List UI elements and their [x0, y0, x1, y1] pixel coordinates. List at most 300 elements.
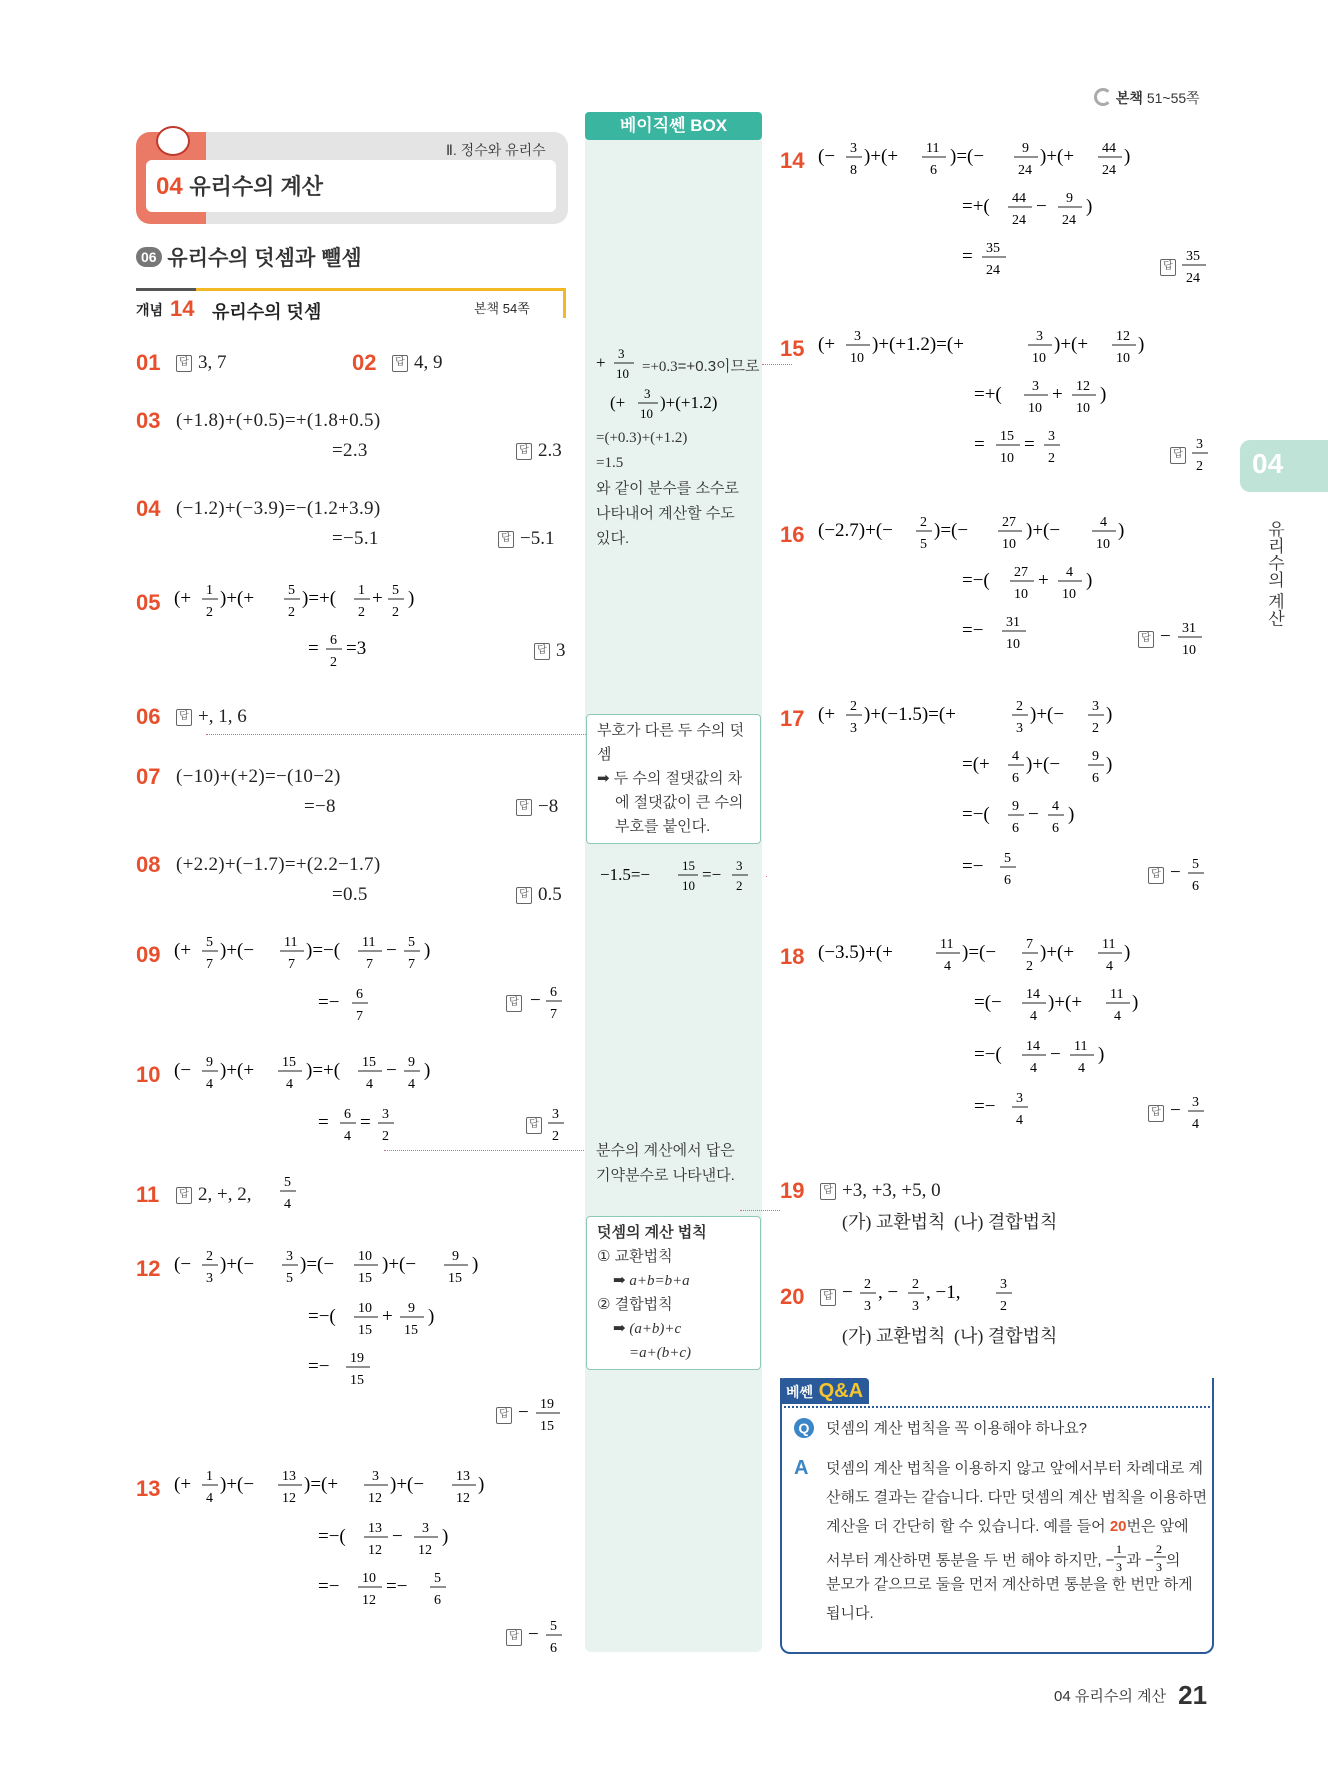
- answer-18: 답: [1148, 1102, 1170, 1124]
- problem-13-equation: [172, 1462, 502, 1632]
- svg-text:2: 2: [552, 1129, 559, 1144]
- svg-text:3: 3: [1048, 429, 1055, 444]
- svg-text:11: 11: [1102, 937, 1116, 952]
- svg-text:9: 9: [408, 1301, 415, 1316]
- problem-05: 05: [136, 590, 161, 615]
- svg-text:15: 15: [350, 1373, 364, 1388]
- ref-icon: [1094, 88, 1112, 106]
- svg-text:): ): [1124, 942, 1131, 963]
- svg-text:=3: =3: [346, 638, 367, 659]
- svg-text:4: 4: [206, 1077, 213, 1092]
- svg-text:3: 3: [552, 1107, 559, 1122]
- svg-text:)+(−: )+(−: [220, 940, 255, 961]
- answer-17: 답: [1148, 864, 1170, 886]
- note-1-line1: =+0.3=+0.3이므로: [642, 358, 760, 375]
- svg-text:44: 44: [1102, 141, 1116, 156]
- svg-text:3: 3: [912, 1299, 919, 1314]
- answer-19: 답 +3, +3, +5, 0: [820, 1180, 941, 1202]
- svg-text:−: −: [1036, 196, 1047, 217]
- svg-text:5: 5: [392, 583, 399, 598]
- svg-text:31: 31: [1006, 615, 1020, 630]
- mascot-icon: [156, 126, 190, 156]
- svg-text:)+(−: )+(−: [1026, 754, 1061, 775]
- problem-09: 09: [136, 942, 161, 967]
- svg-text:6: 6: [1004, 873, 1011, 888]
- problem-04: 04: [136, 496, 161, 521]
- svg-text:12: 12: [362, 1593, 376, 1608]
- svg-text:6: 6: [550, 985, 557, 1000]
- svg-text:=−: =−: [962, 856, 984, 877]
- svg-text:2: 2: [206, 605, 213, 620]
- answer-19-law-b: (나) 결합법칙: [954, 1212, 1058, 1232]
- svg-text:10: 10: [1096, 537, 1110, 552]
- svg-text:): ): [1106, 754, 1113, 775]
- svg-text:4: 4: [1192, 1117, 1199, 1132]
- svg-text:7: 7: [356, 1009, 363, 1024]
- svg-text:10: 10: [682, 878, 695, 893]
- svg-text:4: 4: [1012, 749, 1019, 764]
- svg-text:): ): [1086, 196, 1093, 217]
- svg-text:): ): [1068, 804, 1075, 825]
- answer-05: 답 3: [534, 640, 566, 662]
- svg-text:10: 10: [640, 406, 653, 421]
- svg-text:=+(: =+(: [962, 196, 990, 217]
- svg-text:=−: =−: [702, 865, 722, 884]
- svg-text:)=(−: )=(−: [300, 1254, 335, 1275]
- svg-text:3: 3: [1000, 1277, 1007, 1292]
- svg-text:7: 7: [1026, 937, 1033, 952]
- svg-text:−: −: [1050, 1044, 1061, 1065]
- problem-20: 20: [780, 1284, 805, 1309]
- problem-16: 16: [780, 522, 805, 547]
- note-2-box: 부호가 다른 두 수의 덧셈 ➡ 두 수의 절댓값의 차 에 절댓값이 큰 수의 부호를 붙인다.: [586, 714, 761, 844]
- answer-20-law-b: (나) 결합법칙: [954, 1326, 1058, 1346]
- problem-17: 17: [780, 706, 805, 731]
- answer-16-value: [1160, 616, 1210, 666]
- problem-12: 12: [136, 1256, 161, 1281]
- svg-text:=−(: =−(: [974, 1044, 1002, 1065]
- svg-text:9: 9: [206, 1055, 213, 1070]
- svg-text:3: 3: [850, 721, 857, 736]
- answer-07: 답 −8: [516, 796, 558, 818]
- problem-09-equation: [172, 928, 462, 1038]
- problem-13: 13: [136, 1476, 161, 1501]
- problem-06: 06: [136, 704, 161, 729]
- svg-text:(+: (+: [610, 393, 626, 412]
- svg-text:)+(+: )+(+: [220, 1060, 255, 1081]
- svg-text:−: −: [842, 1282, 853, 1303]
- svg-text:−: −: [1170, 862, 1181, 883]
- answer-19-law-a: (가) 교환법칙: [842, 1212, 946, 1232]
- svg-text:6: 6: [1012, 821, 1019, 836]
- answer-08: 답 0.5: [516, 884, 562, 906]
- note-4-line2: 기약분수로 나타낸다.: [596, 1167, 735, 1184]
- svg-text:)=+(: )=+(: [306, 1060, 341, 1081]
- svg-text:27: 27: [1014, 565, 1028, 580]
- svg-text:14: 14: [1026, 1039, 1040, 1054]
- svg-text:4: 4: [286, 1077, 293, 1092]
- svg-text:6: 6: [1052, 821, 1059, 836]
- page-reference: [1094, 88, 1200, 108]
- svg-text:−: −: [1028, 804, 1039, 825]
- svg-text:10: 10: [616, 366, 629, 381]
- svg-text:): ): [478, 1474, 485, 1495]
- svg-text:−: −: [1160, 626, 1171, 647]
- svg-text:=−: =−: [962, 620, 984, 641]
- svg-text:3: 3: [1016, 1091, 1023, 1106]
- svg-text:=−(: =−(: [962, 804, 990, 825]
- svg-text:7: 7: [366, 957, 373, 972]
- svg-text:2: 2: [1026, 959, 1033, 974]
- svg-text:3: 3: [644, 386, 651, 401]
- svg-text:): ): [408, 588, 415, 609]
- svg-text:5: 5: [286, 1271, 293, 1286]
- svg-text:15: 15: [540, 1419, 554, 1434]
- answer-15: 답: [1170, 444, 1192, 466]
- svg-text:12: 12: [1076, 379, 1090, 394]
- answer-09-value: [530, 980, 570, 1030]
- note-3: [600, 858, 760, 898]
- svg-text:=: =: [1024, 434, 1035, 455]
- problem-19: 19: [780, 1178, 805, 1203]
- svg-text:−: −: [386, 940, 397, 961]
- svg-text:9: 9: [1092, 749, 1099, 764]
- svg-text:4: 4: [1114, 1009, 1121, 1024]
- concept-header: 개념 14 유리수의 덧셈 본책 54쪽: [136, 288, 566, 322]
- svg-text:): ): [1138, 334, 1145, 355]
- svg-text:)+(+: )+(+: [1054, 334, 1089, 355]
- note-5-box: 덧셈의 계산 법칙 ① 교환법칙 ➡ a+b=b+a ② 결합법칙 ➡ (a+b)+c =a+(b+c): [586, 1216, 761, 1370]
- answer-13-value: [528, 1614, 568, 1664]
- svg-text:=(+: =(+: [962, 754, 990, 775]
- svg-text:=−: =−: [974, 1096, 996, 1117]
- svg-text:−: −: [392, 1526, 403, 1547]
- svg-text:10: 10: [1116, 351, 1130, 366]
- svg-text:)+(+: )+(+: [1048, 992, 1083, 1013]
- svg-text:)=(−: )=(−: [950, 146, 985, 167]
- svg-text:5: 5: [206, 935, 213, 950]
- svg-text:3: 3: [286, 1249, 293, 1264]
- svg-text:5: 5: [434, 1571, 441, 1586]
- svg-text:−: −: [518, 1402, 529, 1423]
- svg-text:(+: (+: [174, 1474, 192, 1495]
- svg-text:=−: =−: [318, 1576, 340, 1597]
- svg-text:=−: =−: [318, 992, 340, 1013]
- problem-08: 08: [136, 852, 161, 877]
- svg-text:3: 3: [1196, 437, 1203, 452]
- link-line-19: [740, 1210, 780, 1211]
- svg-text:24: 24: [1062, 213, 1076, 228]
- svg-text:)=(+: )=(+: [304, 1474, 339, 1495]
- svg-text:6: 6: [1092, 771, 1099, 786]
- svg-text:3: 3: [850, 141, 857, 156]
- svg-text:4: 4: [1030, 1009, 1037, 1024]
- problem-08-line2: =0.5: [332, 884, 368, 905]
- svg-text:2: 2: [1155, 1542, 1162, 1556]
- svg-text:2: 2: [920, 515, 927, 530]
- svg-text:3: 3: [206, 1271, 213, 1286]
- answer-14-value: [1182, 244, 1212, 294]
- svg-text:15: 15: [362, 1055, 376, 1070]
- svg-text:(+: (+: [818, 704, 836, 725]
- section-title: 06 유리수의 덧셈과 뺄셈: [136, 242, 362, 272]
- svg-text:): ): [428, 1306, 435, 1327]
- svg-text:1: 1: [206, 583, 213, 598]
- svg-text:3: 3: [1092, 699, 1099, 714]
- svg-text:−: −: [386, 1060, 397, 1081]
- svg-text:6: 6: [330, 633, 337, 648]
- svg-text:)+(−1.5)=(+: )+(−1.5)=(+: [864, 704, 956, 725]
- problem-17-equation: [816, 692, 1146, 902]
- problem-16-equation: [816, 508, 1156, 668]
- svg-text:(−: (−: [174, 1060, 192, 1081]
- problem-01: 01: [136, 350, 161, 375]
- side-tab-text: 유리수의 계산: [1265, 520, 1284, 627]
- svg-text:)+(−: )+(−: [220, 1474, 255, 1495]
- note-1-line4: =1.5: [596, 455, 624, 471]
- svg-text:15: 15: [282, 1055, 296, 1070]
- svg-text:=(−: =(−: [974, 992, 1002, 1013]
- svg-text:3: 3: [736, 858, 743, 873]
- svg-text:9: 9: [1066, 191, 1073, 206]
- svg-text:12: 12: [282, 1491, 296, 1506]
- problem-03: 03: [136, 408, 161, 433]
- svg-text:)=+(: )=+(: [302, 588, 337, 609]
- svg-text:(+: (+: [174, 940, 192, 961]
- svg-text:(+: (+: [174, 588, 192, 609]
- svg-text:): ): [1098, 1044, 1105, 1065]
- link-line-06: [206, 734, 586, 735]
- svg-text:(−: (−: [174, 1254, 192, 1275]
- svg-text:11: 11: [362, 935, 376, 950]
- svg-text:−: −: [1170, 1100, 1181, 1121]
- link-line-10: [384, 1150, 584, 1151]
- problem-10: 10: [136, 1062, 161, 1087]
- note-1-line3: =(+0.3)+(+1.2): [596, 430, 688, 446]
- chapter-title: 04 유리수의 계산: [156, 173, 323, 200]
- svg-text:4: 4: [1078, 1061, 1085, 1076]
- svg-text:=−: =−: [386, 1576, 408, 1597]
- svg-text:6: 6: [550, 1641, 557, 1656]
- svg-text:=−(: =−(: [308, 1306, 336, 1327]
- svg-text:6: 6: [344, 1107, 351, 1122]
- svg-text:): ): [424, 1060, 431, 1081]
- svg-text:5: 5: [284, 1175, 291, 1190]
- problem-14-equation: [816, 134, 1146, 294]
- problem-18: 18: [780, 944, 805, 969]
- svg-text:11: 11: [926, 141, 940, 156]
- svg-text:2: 2: [288, 605, 295, 620]
- svg-text:19: 19: [350, 1351, 364, 1366]
- unit-label: Ⅱ. 정수와 유리수: [446, 142, 546, 158]
- svg-text:4: 4: [408, 1077, 415, 1092]
- svg-text:4: 4: [1066, 565, 1073, 580]
- answer-20-law-a: (가) 교환법칙: [842, 1326, 946, 1346]
- svg-text:10: 10: [1002, 537, 1016, 552]
- answer-13: 답: [506, 1626, 528, 1648]
- note-1-line5: 와 같이 분수를 소수로: [596, 480, 739, 497]
- svg-text:3: 3: [422, 1521, 429, 1536]
- svg-text:): ): [1100, 384, 1107, 405]
- answer-12: 답: [496, 1404, 518, 1426]
- svg-text:+: +: [1052, 384, 1063, 405]
- svg-text:13: 13: [456, 1469, 470, 1484]
- svg-text:): ): [1106, 704, 1113, 725]
- svg-text:4: 4: [284, 1197, 291, 1212]
- svg-text:)=−(: )=−(: [306, 940, 341, 961]
- svg-text:27: 27: [1002, 515, 1016, 530]
- note-1-line7: 있다.: [596, 530, 630, 547]
- svg-text:12: 12: [418, 1543, 432, 1558]
- svg-text:2: 2: [358, 605, 365, 620]
- ref-pages: 51~55쪽: [1146, 90, 1200, 106]
- svg-text:)+(+1.2)=(+: )+(+1.2)=(+: [872, 334, 964, 355]
- answer-14: 답: [1160, 256, 1182, 278]
- svg-text:15: 15: [358, 1271, 372, 1286]
- svg-text:4: 4: [1030, 1061, 1037, 1076]
- svg-text:2: 2: [382, 1129, 389, 1144]
- svg-text:13: 13: [282, 1469, 296, 1484]
- problem-02: 02: [352, 350, 377, 375]
- svg-text:6: 6: [930, 163, 937, 178]
- svg-text:24: 24: [1186, 271, 1200, 286]
- svg-text:19: 19: [540, 1397, 554, 1412]
- q-icon: Q: [794, 1418, 814, 1438]
- answer-02: 답 4, 9: [392, 352, 443, 374]
- svg-text:12: 12: [456, 1491, 470, 1506]
- svg-text:10: 10: [1006, 637, 1020, 652]
- svg-text:3: 3: [1036, 329, 1043, 344]
- svg-text:35: 35: [1186, 249, 1200, 264]
- svg-text:3: 3: [1016, 721, 1023, 736]
- svg-text:+: +: [596, 353, 606, 372]
- svg-text:2: 2: [1000, 1299, 1007, 1314]
- svg-text:12: 12: [368, 1491, 382, 1506]
- svg-text:=−(: =−(: [962, 570, 990, 591]
- svg-text:2: 2: [1048, 451, 1055, 466]
- answer-11: 답 2, +, 2,: [176, 1184, 251, 1206]
- svg-text:10: 10: [358, 1249, 372, 1264]
- problem-18-equation: [816, 930, 1146, 1140]
- svg-text:24: 24: [1018, 163, 1032, 178]
- svg-text:7: 7: [288, 957, 295, 972]
- svg-text:−: −: [530, 990, 541, 1011]
- svg-text:3: 3: [372, 1469, 379, 1484]
- svg-text:9: 9: [408, 1055, 415, 1070]
- problem-07-line2: =−8: [304, 796, 336, 817]
- problem-12-equation: [172, 1242, 502, 1412]
- problem-03-line2: =2.3: [332, 440, 368, 461]
- svg-text:): ): [1132, 992, 1139, 1013]
- svg-text:2: 2: [736, 878, 743, 893]
- svg-text:35: 35: [986, 241, 1000, 256]
- svg-text:5: 5: [550, 1619, 557, 1634]
- svg-text:5: 5: [288, 583, 295, 598]
- svg-text:, −1,: , −1,: [926, 1282, 961, 1303]
- link-line-17: [766, 876, 767, 877]
- svg-text:)=(−: )=(−: [934, 520, 969, 541]
- problem-10-equation: [172, 1048, 472, 1158]
- svg-text:3: 3: [618, 346, 625, 361]
- svg-text:7: 7: [206, 957, 213, 972]
- svg-text:4: 4: [344, 1129, 351, 1144]
- svg-text:2: 2: [912, 1277, 919, 1292]
- svg-text:12: 12: [1116, 329, 1130, 344]
- svg-text:13: 13: [368, 1521, 382, 1536]
- answer-03: 답 2.3: [516, 440, 562, 462]
- svg-text:4: 4: [1052, 799, 1059, 814]
- svg-text:)+(+: )+(+: [864, 146, 899, 167]
- answer-10-value: [548, 1102, 578, 1152]
- svg-text:)+(+: )+(+: [220, 588, 255, 609]
- answer-01: 답 3, 7: [176, 352, 227, 374]
- svg-text:10: 10: [1032, 351, 1046, 366]
- svg-text:)+(−: )+(−: [1030, 704, 1065, 725]
- svg-text:−1.5=−: −1.5=−: [600, 865, 651, 884]
- svg-text:+: +: [1038, 570, 1049, 591]
- svg-text:): ): [1124, 146, 1131, 167]
- answer-17-value: [1170, 852, 1210, 902]
- svg-text:4: 4: [1100, 515, 1107, 530]
- svg-text:=−(: =−(: [318, 1526, 346, 1547]
- answer-11-fraction: [280, 1170, 304, 1220]
- answer-12-value: [518, 1392, 568, 1442]
- qa-tag: 베쎈 Q&A: [780, 1378, 869, 1404]
- footer: 04 유리수의 계산 21: [1054, 1680, 1208, 1710]
- svg-text:)=(−: )=(−: [962, 942, 997, 963]
- svg-text:+: +: [382, 1306, 393, 1327]
- svg-text:)+(+: )+(+: [1040, 942, 1075, 963]
- svg-text:)+(−: )+(−: [1026, 520, 1061, 541]
- svg-text:3: 3: [382, 1107, 389, 1122]
- svg-text:)+(−: )+(−: [382, 1254, 417, 1275]
- svg-text:15: 15: [358, 1323, 372, 1338]
- qa-answer: 덧셈의 계산 법칙을 이용하지 않고 앞에서부터 차례대로 계 산해도 결과는 같습니다. 다만 덧셈의 계산 법칙을 이용하면 계산을 더 간단히 할 수 있습니다. 예를 들어 20번은 앞에 서부터 계산하면 통분을 두 번 해야 하지만, − 1 3 과 − 2 3 의 분모가 같으므로 둘을 먼저 계산하면 통분을 한 번만 하게 됩니다.: [826, 1460, 1208, 1622]
- svg-text:−: −: [528, 1624, 539, 1645]
- svg-text:=: =: [308, 638, 319, 659]
- svg-text:4: 4: [1106, 959, 1113, 974]
- box-title: 베이직쎈 BOX: [585, 112, 762, 140]
- answer-04: 답 −5.1: [498, 528, 554, 550]
- svg-text:2: 2: [1016, 699, 1023, 714]
- svg-text:(−: (−: [818, 146, 836, 167]
- svg-text:11: 11: [284, 935, 298, 950]
- svg-text:6: 6: [1012, 771, 1019, 786]
- svg-text:10: 10: [1182, 643, 1196, 658]
- svg-text:7: 7: [550, 1007, 557, 1022]
- svg-text:): ): [472, 1254, 479, 1275]
- answer-10: 답: [526, 1114, 548, 1136]
- svg-text:(−2.7)+(−: (−2.7)+(−: [818, 520, 893, 541]
- svg-text:15: 15: [682, 858, 695, 873]
- svg-text:3: 3: [1155, 1560, 1162, 1574]
- svg-text:7: 7: [408, 957, 415, 972]
- svg-text:12: 12: [368, 1543, 382, 1558]
- svg-text:2: 2: [1196, 459, 1203, 474]
- svg-text:4: 4: [366, 1077, 373, 1092]
- svg-text:10: 10: [362, 1571, 376, 1586]
- problem-14: 14: [780, 148, 805, 173]
- answer-09: 답: [506, 992, 528, 1014]
- svg-text:2: 2: [1092, 721, 1099, 736]
- svg-text:=+(: =+(: [974, 384, 1002, 405]
- problem-05-equation: [172, 576, 432, 686]
- svg-text:6: 6: [1192, 879, 1199, 894]
- answer-18-value: [1170, 1090, 1210, 1140]
- svg-text:2: 2: [206, 1249, 213, 1264]
- svg-text:3: 3: [1032, 379, 1039, 394]
- svg-text:10: 10: [1028, 401, 1042, 416]
